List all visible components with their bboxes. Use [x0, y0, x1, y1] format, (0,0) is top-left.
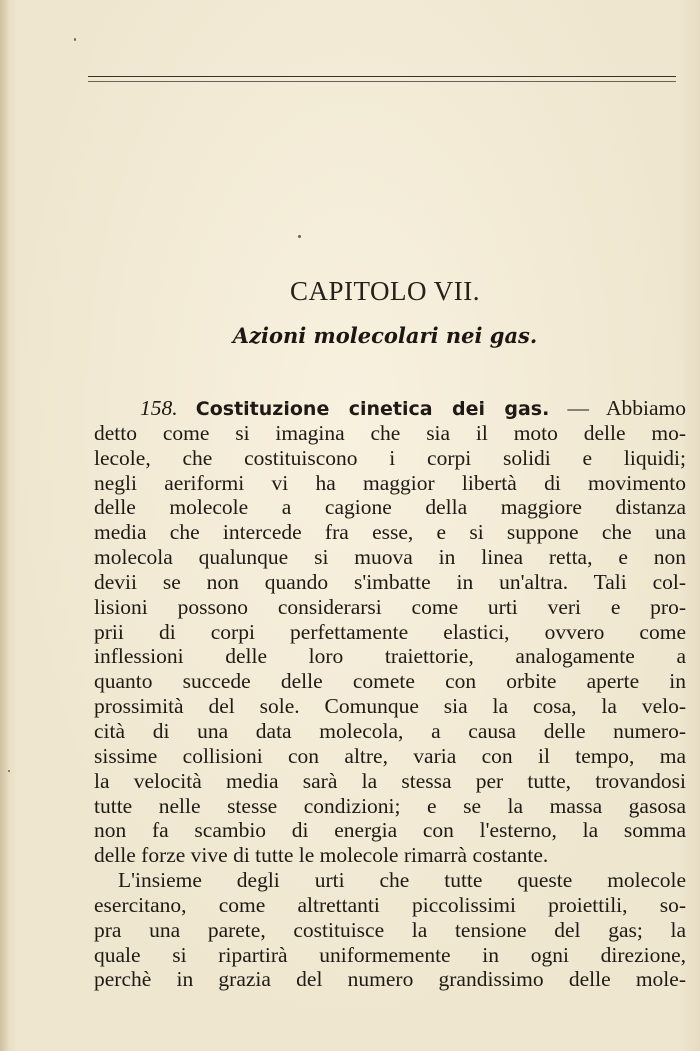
- chapter-title: CAPITOLO VII.: [289, 276, 480, 306]
- paragraph1-line: devii se non quando s'imbatte in un'altra. Tali col-: [94, 569, 686, 594]
- paragraph1-line: negli aeriformi vi ha maggior libertà di movimento: [94, 470, 686, 495]
- body-text: [94, 396, 686, 992]
- paragraph2-line: perchè in grazia del numero grandissimo delle mole-: [94, 967, 686, 992]
- page-binding-edge: [0, 0, 9, 1051]
- paragraph1-line: media che intercede fra esse, e si suppone che una: [94, 520, 686, 545]
- chapter-subtitle: Azioni molecolari nei gas.: [232, 323, 538, 348]
- header-rule-bottom: [88, 81, 676, 82]
- paragraph1-line: sissime collisioni con altre, varia con il tempo, ma: [94, 743, 686, 768]
- paragraph1-line: delle molecole a cagione della maggiore distanza: [94, 495, 686, 520]
- paragraph2-line: L'insieme degli urti che tutte queste molecole: [118, 868, 686, 893]
- header-rule-top: [88, 76, 676, 77]
- paragraph1-line: prii di corpi perfettamente elastici, ovvero come: [94, 619, 686, 644]
- paragraph1-line: lisioni possono considerarsi come urti veri e pro-: [94, 594, 686, 619]
- section-number: 158.: [140, 396, 178, 420]
- paragraph2-line: pra una parete, costituisce la tensione del gas; la: [94, 917, 686, 942]
- paragraph1-line: detto come si imagina che sia il moto delle mo-: [94, 420, 686, 445]
- paragraph1-line: prossimità del sole. Comunque sia la cosa, la velo-: [94, 694, 686, 719]
- paragraph1-line: non fa scambio di energia con l'esterno, la somma: [94, 818, 686, 843]
- section-lead-rest: — Abbiamo: [549, 396, 686, 420]
- section-heading: Costituzione cinetica dei gas.: [195, 398, 550, 420]
- paragraph2-line: quale si ripartirà uniformemente in ogni direzione,: [94, 942, 686, 967]
- paragraph1-line: lecole, che costituiscono i corpi solidi e liquidi;: [94, 445, 686, 470]
- paragraph1-line: la velocità media sarà la stessa per tutte, trovandosi: [94, 768, 686, 793]
- section-lead-line: [94, 396, 686, 421]
- paragraph1-line: inflessioni delle loro traiettorie, analogamente a: [94, 644, 686, 669]
- paragraph2-line: esercitano, come altrettanti piccolissimi proiettili, so-: [94, 892, 686, 917]
- paragraph1-line: tutte nelle stesse condizioni; e se la massa gasosa: [94, 793, 686, 818]
- paragraph1-line: delle forze vive di tutte le molecole rimarrà costante.: [94, 843, 549, 868]
- paragraph1-line: cità di una data molecola, a causa delle numero-: [94, 718, 686, 743]
- paragraph1-line: quanto succede delle comete con orbite aperte in: [94, 669, 686, 694]
- paragraph1-line: molecola qualunque si muova in linea retta, e non: [94, 545, 686, 570]
